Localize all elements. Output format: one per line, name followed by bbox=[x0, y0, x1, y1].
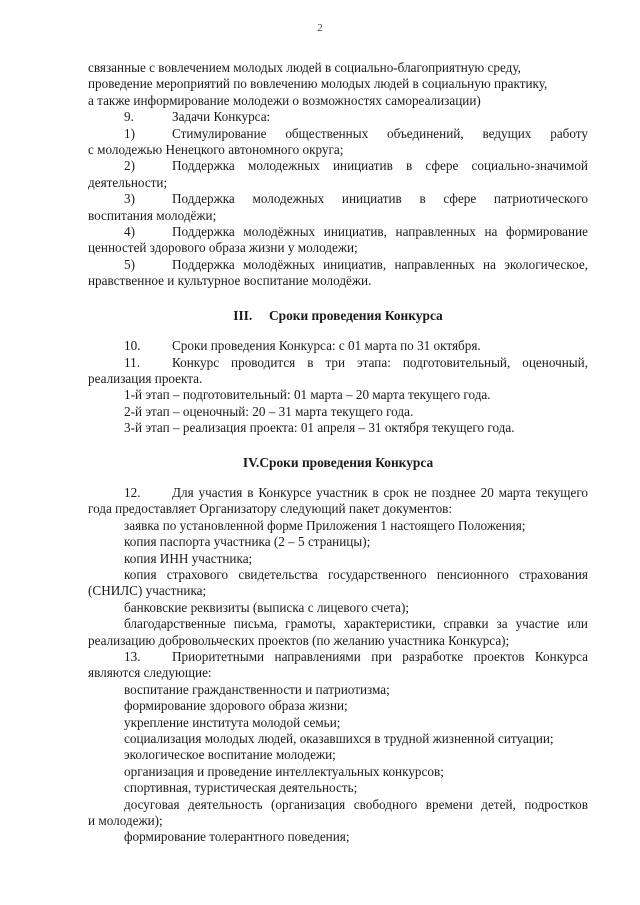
paragraph-text: Для участия в Конкурсе участник в срок не позднее 20 марта текущего bbox=[172, 484, 588, 500]
stage-line: 2-й этап – оценочный: 20 – 31 марта текущего года. bbox=[124, 403, 414, 419]
direction-list-item: формирование здорового образа жизни; bbox=[124, 698, 348, 714]
task-item bbox=[88, 191, 588, 224]
document-list-item-continued: (СНИЛС) участника; bbox=[88, 583, 207, 599]
direction-list-item-continued: и молодежи); bbox=[88, 813, 163, 829]
paragraph-text-continued: года предоставляет Организатору следующий пакет документов: bbox=[88, 501, 453, 517]
task-item bbox=[88, 126, 588, 159]
tasks-title: Задачи Конкурса: bbox=[172, 109, 271, 125]
paragraph-number: 9. bbox=[124, 109, 134, 125]
direction-list-item: спортивная, туристическая деятельность; bbox=[124, 780, 358, 796]
direction-list-item: организация и проведение интеллектуальных конкурсов; bbox=[124, 763, 444, 779]
paragraph-text: Конкурс проводится в три этапа: подготовительный, оценочный, bbox=[172, 354, 588, 370]
task-number: 5) bbox=[124, 256, 135, 272]
task-text: Поддержка молодежных инициатив в сфере социально-значимой bbox=[172, 158, 588, 174]
task-text: Поддержка молодёжных инициатив, направленных на формирование bbox=[172, 224, 588, 240]
page-content bbox=[88, 60, 588, 846]
paragraph-10 bbox=[88, 338, 588, 354]
section-heading-iv: IV.Сроки проведения Конкурса bbox=[242, 454, 434, 470]
direction-list-item: досуговая деятельность (организация свободного времени детей, подростков bbox=[124, 796, 588, 812]
task-item bbox=[88, 257, 588, 290]
paragraph-12 bbox=[88, 485, 588, 518]
document-list-item: заявка по установленной форме Приложения 1 настоящего Положения; bbox=[124, 517, 526, 533]
task-number: 1) bbox=[124, 125, 135, 141]
task-text-continued: воспитания молодёжи; bbox=[88, 207, 217, 223]
task-text-continued: с молодежью Ненецкого автономного округа; bbox=[88, 142, 344, 158]
direction-list-item: воспитание гражданственности и патриотизма; bbox=[124, 681, 390, 697]
direction-list-item: социализация молодых людей, оказавшихся в трудной жизненной ситуации; bbox=[124, 731, 554, 747]
task-number: 3) bbox=[124, 191, 135, 207]
paragraph-11 bbox=[88, 355, 588, 388]
document-list-item: благодарственные письма, грамоты, характеристики, справки за участие или bbox=[124, 616, 588, 632]
paragraph-text-continued: являются следующие: bbox=[88, 665, 212, 681]
document-list-item: копия ИНН участника; bbox=[124, 550, 253, 566]
direction-list-item: укрепление института молодой семьи; bbox=[124, 714, 341, 730]
document-list-item: банковские реквизиты (выписка с лицевого счета); bbox=[124, 599, 410, 615]
task-text: Поддержка молодёжных инициатив, направленных на экологическое, bbox=[172, 256, 588, 272]
paragraph-text-continued: реализация проекта. bbox=[88, 370, 203, 386]
paragraph-number: 13. bbox=[124, 649, 141, 664]
page-number: 2 bbox=[317, 22, 323, 34]
tasks-paragraph bbox=[88, 109, 588, 125]
task-text-continued: нравственное и культурное воспитание молодёжи. bbox=[88, 273, 372, 289]
task-item bbox=[88, 224, 588, 257]
paragraph-number: 10. bbox=[124, 338, 141, 354]
intro-line: проведение мероприятий по вовлечению молодых людей в социальную практику, bbox=[88, 76, 548, 92]
task-text-continued: деятельности; bbox=[88, 174, 168, 190]
paragraph-number: 11. bbox=[124, 354, 140, 370]
section-heading-iii: III. Сроки проведения Конкурса bbox=[233, 307, 443, 323]
document-list-item-continued: реализацию добровольческих проектов (по желанию участника Конкурса); bbox=[88, 632, 510, 648]
direction-list-item: формирование толерантного поведения; bbox=[124, 829, 350, 845]
task-number: 2) bbox=[124, 158, 135, 174]
task-text-continued: ценностей здорового образа жизни у молодежи; bbox=[88, 240, 358, 256]
paragraph-text: Сроки проведения Конкурса: с 01 марта по 31 октября. bbox=[172, 338, 481, 354]
stage-line: 1-й этап – подготовительный: 01 марта – 20 марта текущего года. bbox=[124, 387, 491, 403]
intro-line: связанные с вовлечением молодых людей в социально-благоприятную среду, bbox=[88, 60, 521, 75]
document-list-item: копия паспорта участника (2 – 5 страницы); bbox=[124, 534, 371, 550]
paragraph-number: 12. bbox=[124, 484, 141, 500]
task-item bbox=[88, 158, 588, 191]
task-text: Поддержка молодежных инициатив в сфере патриотического bbox=[172, 191, 588, 207]
task-number: 4) bbox=[124, 224, 135, 240]
stage-line: 3-й этап – реализация проекта: 01 апреля – 31 октября текущего года. bbox=[124, 420, 515, 436]
paragraph-13 bbox=[88, 649, 588, 682]
task-text: Стимулирование общественных объединений, ведущих работу bbox=[172, 125, 588, 141]
paragraph-text: Приоритетными направлениями при разработке проектов Конкурса bbox=[172, 649, 588, 664]
direction-list-item: экологическое воспитание молодежи; bbox=[124, 747, 336, 763]
intro-line: а также информирование молодежи о возможностях самореализации) bbox=[88, 92, 481, 108]
document-list-item: копия страхового свидетельства государственного пенсионного страхования bbox=[124, 566, 588, 582]
